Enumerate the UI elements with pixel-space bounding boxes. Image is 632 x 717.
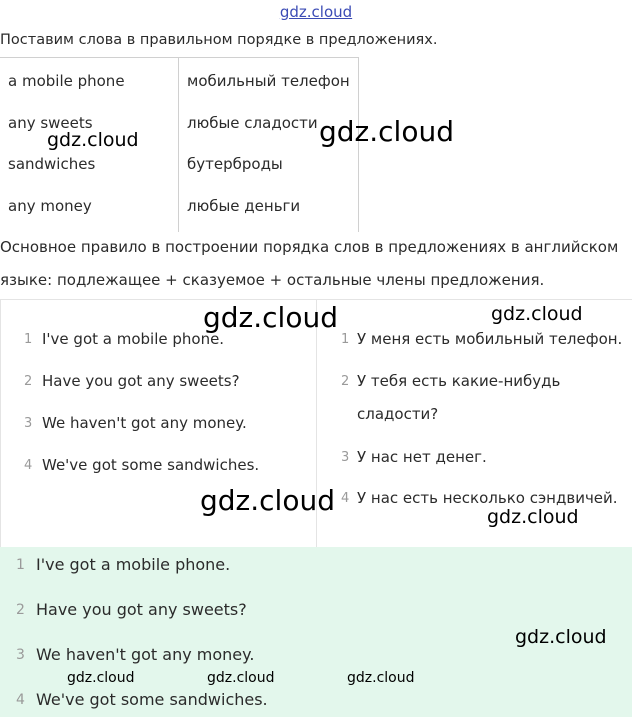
watermark: gdz.cloud: [487, 506, 579, 528]
sentence-number: 1: [16, 557, 25, 573]
russian-word: мобильный телефон: [187, 72, 350, 90]
sentence-number: 1: [24, 332, 33, 347]
russian-word: бутерброды: [187, 155, 283, 173]
watermark: gdz.cloud: [47, 129, 139, 151]
table-row: [0, 183, 358, 225]
intro-text: Поставим слова в правильном порядке в предложениях.: [0, 32, 438, 48]
russian-word: любые сладости: [187, 114, 318, 132]
answer-sentence: Have you got any sweets?: [36, 600, 247, 619]
rule-text-line-1: Основное правило в построении порядка слов в предложениях в английском: [0, 238, 619, 256]
russian-sentence: У меня есть мобильный телефон.: [357, 330, 623, 348]
english-word: any money: [8, 197, 92, 215]
russian-sentence: У тебя есть какие-нибудь: [357, 372, 561, 390]
english-sentence: Have you got any sweets?: [42, 372, 240, 390]
answer-sentence: I've got a mobile phone.: [36, 555, 231, 574]
english-sentence: We've got some sandwiches.: [42, 456, 260, 474]
english-sentence: We haven't got any money.: [42, 414, 247, 432]
watermark: gdz.cloud: [200, 484, 335, 517]
russian-sentence-continuation: сладости?: [357, 405, 439, 423]
sentence-number: 2: [341, 374, 350, 389]
watermark: gdz.cloud: [347, 670, 415, 686]
watermark: gdz.cloud: [491, 303, 583, 325]
sentence-number: 1: [341, 332, 350, 347]
site-link[interactable]: gdz.cloud: [279, 3, 353, 21]
sentence-number: 4: [16, 692, 25, 708]
sentence-number: 4: [341, 491, 350, 506]
sentence-number: 4: [24, 458, 33, 473]
russian-sentence: У нас нет денег.: [357, 448, 487, 466]
sentence-number: 3: [341, 450, 350, 465]
english-word: sandwiches: [8, 155, 96, 173]
english-sentence: I've got a mobile phone.: [42, 330, 225, 348]
answer-sentence: We've got some sandwiches.: [36, 690, 268, 709]
sentence-number: 2: [24, 374, 33, 389]
answer-sentence: We haven't got any money.: [36, 645, 255, 664]
english-word: a mobile phone: [8, 72, 125, 90]
sentence-number: 2: [16, 602, 25, 618]
watermark: gdz.cloud: [207, 670, 275, 686]
sentence-number: 3: [16, 647, 25, 663]
watermark: gdz.cloud: [515, 626, 607, 648]
sentence-number: 3: [24, 416, 33, 431]
watermark: gdz.cloud: [67, 670, 135, 686]
english-word: any sweets: [8, 114, 93, 132]
russian-sentence: У нас есть несколько сэндвичей.: [357, 489, 618, 507]
rule-text-line-2: языке: подлежащее + сказуемое + остальные члены предложения.: [0, 271, 545, 289]
russian-word: любые деньги: [187, 197, 301, 215]
watermark: gdz.cloud: [203, 301, 338, 334]
table-row: [0, 58, 358, 100]
watermark: gdz.cloud: [319, 115, 454, 148]
